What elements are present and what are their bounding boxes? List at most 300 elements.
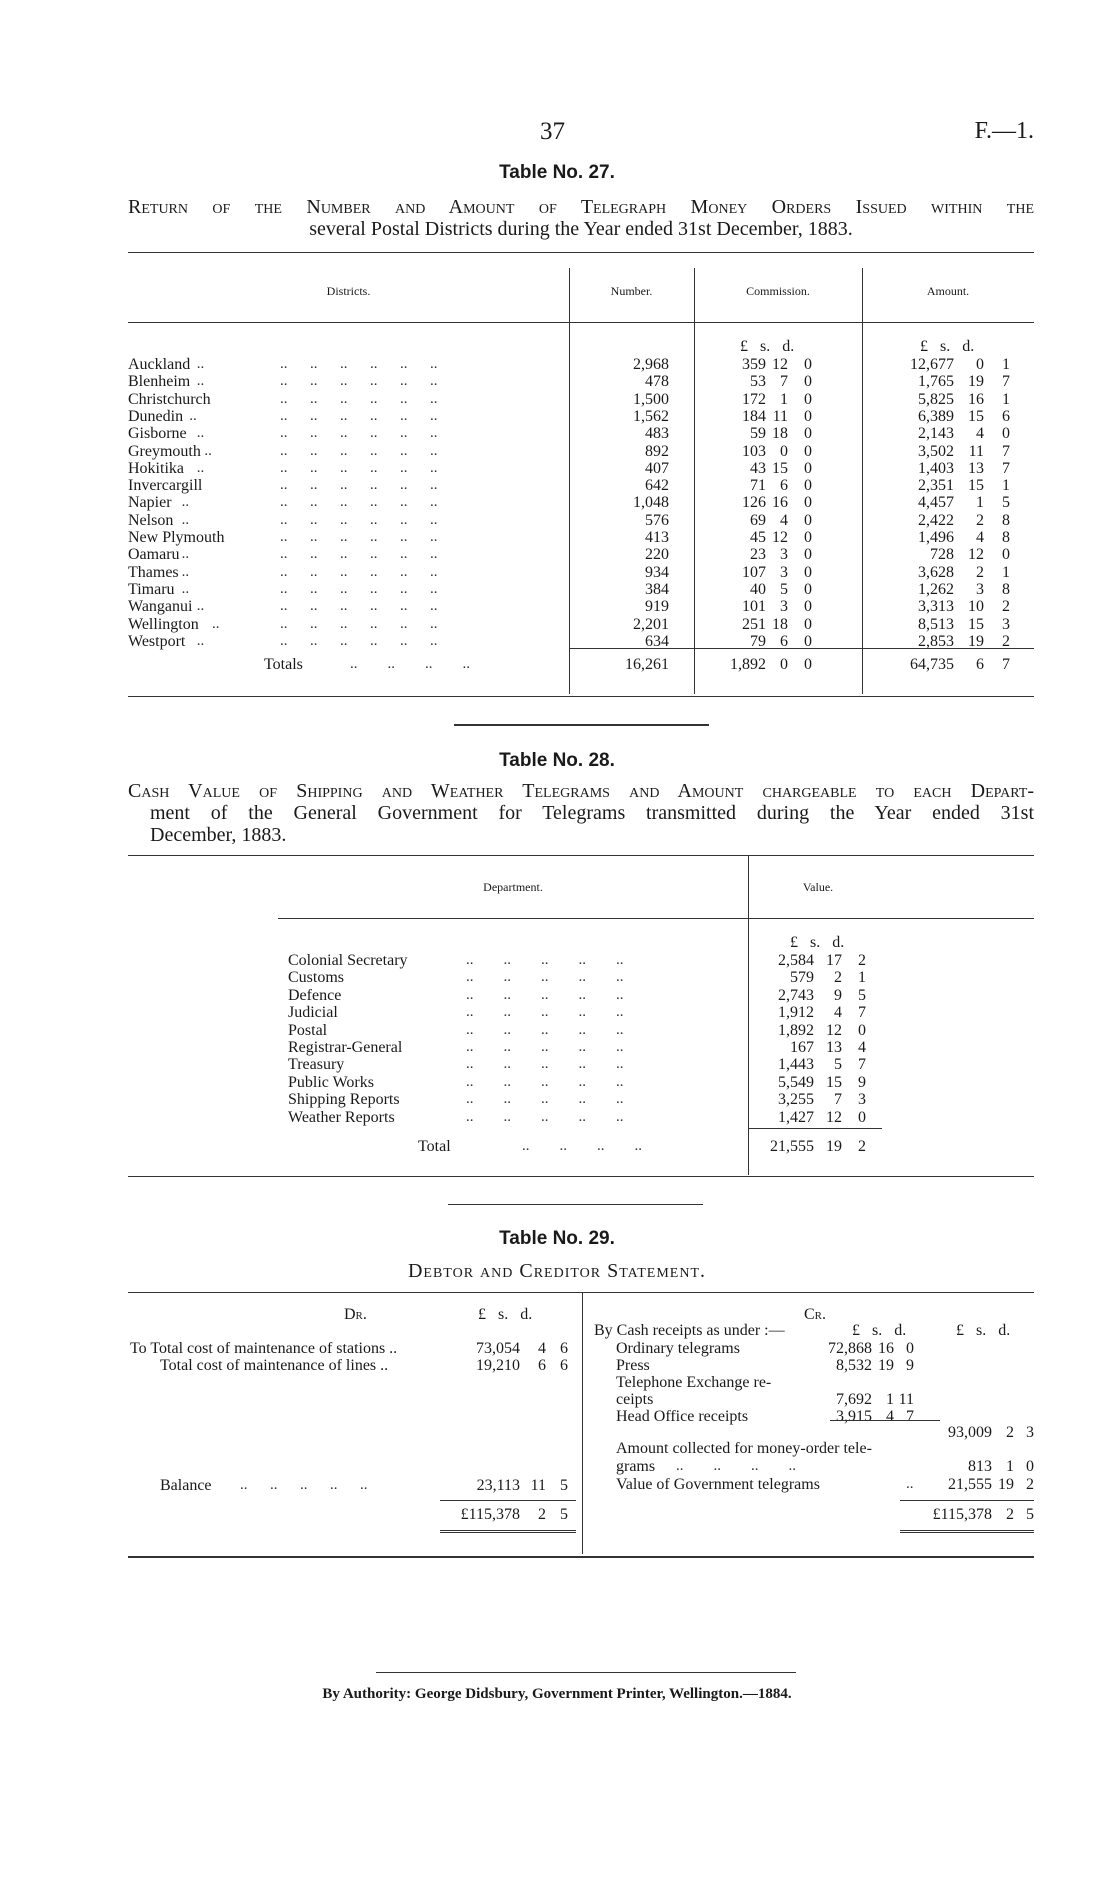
district-amount-pounds: 5,825 — [918, 390, 954, 408]
credit-value-shillings: 1 — [886, 1391, 894, 1408]
district-amount-pence: 2 — [1002, 632, 1010, 650]
subtotal-shillings: 2 — [1006, 1424, 1014, 1441]
row-leader: .. .. .. .. .. — [466, 1056, 624, 1073]
gov-shillings: 19 — [998, 1476, 1014, 1493]
commission-shillings: 0 — [780, 656, 788, 673]
department-value-shillings: 7 — [834, 1091, 842, 1109]
table29-dr-heading: Dr. — [344, 1306, 367, 1323]
row-leader: .. .. .. .. .. .. — [280, 425, 438, 442]
district-amount-pounds: 2,143 — [918, 425, 954, 443]
district-amount-shillings: 4 — [976, 425, 984, 443]
district-commission — [694, 408, 812, 426]
district-amount-shillings: 3 — [976, 580, 984, 598]
table28-total-label: Total — [418, 1138, 451, 1155]
table27-header-districts: Districts. — [326, 284, 371, 298]
department-name: Judicial — [288, 1004, 338, 1022]
district-commission-pounds: 251 — [742, 615, 766, 633]
district-name: New Plymouth — [128, 529, 225, 546]
department-name: Registrar-General — [288, 1039, 403, 1056]
district-commission — [694, 512, 812, 530]
credit-item: Press — [616, 1357, 650, 1374]
department-value-pence: 9 — [858, 1073, 866, 1091]
value-pence: 2 — [858, 1138, 866, 1155]
table27-bottom-rule — [128, 696, 1034, 697]
district-commission — [694, 443, 812, 461]
department-value-pounds: 3,255 — [778, 1091, 814, 1109]
credit-value-pence: 0 — [906, 1340, 914, 1357]
district-commission-pounds: 45 — [750, 529, 766, 546]
row-leader: .. — [181, 580, 190, 597]
district-commission — [694, 460, 812, 478]
row-leader: .. .. .. .. .. — [466, 1108, 624, 1125]
row-leader: .. — [212, 615, 220, 632]
district-commission-pounds: 103 — [742, 442, 766, 460]
district-amount-pence: 7 — [1002, 373, 1010, 391]
district-commission-shillings: 4 — [780, 511, 788, 529]
credit-value-shillings: 19 — [878, 1357, 894, 1374]
district-amount-shillings: 0 — [976, 356, 984, 373]
department-value-shillings: 9 — [834, 986, 842, 1004]
district-amount-pounds: 12,677 — [910, 356, 954, 373]
district-commission-shillings: 7 — [780, 373, 788, 391]
row-leader: .. .. .. .. .. .. — [280, 546, 438, 563]
table29-center-divider — [582, 1292, 583, 1554]
district-number: 634 — [645, 632, 669, 650]
table29-balance-label: Balance — [160, 1477, 212, 1494]
credit-value — [810, 1340, 914, 1358]
district-amount-pounds: 1,262 — [918, 580, 954, 598]
credit-value — [810, 1391, 914, 1409]
department-value — [748, 1039, 866, 1057]
debit-value-pence: 6 — [560, 1357, 568, 1374]
row-leader: .. — [196, 632, 205, 649]
table27-header-number: Number. — [610, 284, 653, 298]
department-value-shillings: 12 — [826, 1108, 842, 1126]
district-commission-pence: 0 — [804, 459, 812, 477]
district-name: Nelson — [128, 511, 174, 529]
table29-dr-units: £ s. d. — [478, 1306, 533, 1323]
district-commission-pounds: 59 — [750, 425, 766, 443]
district-name: Hokitika — [128, 459, 184, 477]
district-commission-pence: 0 — [804, 494, 812, 512]
row-leader: .. — [196, 373, 205, 390]
table27-amount-units: £ s. d. — [920, 338, 975, 355]
department-value — [748, 952, 866, 970]
district-commission-shillings: 11 — [772, 407, 788, 425]
table28-total-rule — [748, 1128, 882, 1129]
district-commission — [694, 391, 812, 409]
district-amount-pounds: 2,853 — [918, 632, 954, 650]
district-commission-pounds: 107 — [742, 563, 766, 581]
department-name: Weather Reports — [288, 1108, 395, 1126]
district-amount-pounds: 3,628 — [918, 563, 954, 581]
table29-cr-intro: By Cash receipts as under :— — [594, 1322, 785, 1339]
district-amount-pence: 1 — [1002, 563, 1010, 581]
printer-imprint: By Authority: George Didsbury, Government Printer, Wellington.—1884. — [322, 1686, 792, 1702]
row-leader: .. .. .. .. .. — [466, 1091, 624, 1108]
district-amount-shillings: 12 — [968, 546, 984, 564]
district-name: Westport — [128, 632, 186, 650]
district-commission — [694, 598, 812, 616]
row-leader: .. .. .. .. .. .. — [280, 615, 438, 632]
credit-value-pounds: 72,868 — [828, 1340, 872, 1357]
credit-item: ceipts — [616, 1391, 654, 1408]
credit-value — [810, 1408, 914, 1426]
table29-cr-subtotal-rule — [830, 1420, 940, 1421]
department-name: Treasury — [288, 1056, 345, 1074]
department-value-pence: 1 — [858, 969, 866, 987]
district-commission-pounds: 101 — [742, 598, 766, 616]
district-amount-shillings: 2 — [976, 511, 984, 529]
table29-cr-units: £ s. d. — [852, 1322, 907, 1339]
debit-value — [440, 1340, 568, 1358]
credit-value-pence: 9 — [906, 1357, 914, 1374]
department-name: Defence — [288, 986, 342, 1004]
district-commission — [694, 546, 812, 564]
table27-totals-leader: .. .. .. .. — [350, 656, 470, 672]
district-commission — [694, 356, 812, 374]
credit-value-pence: 11 — [898, 1391, 914, 1408]
district-amount — [862, 564, 1010, 582]
district-commission-pounds: 172 — [742, 390, 766, 408]
table28-top-rule — [128, 855, 1034, 856]
district-amount-shillings: 16 — [968, 390, 984, 408]
table27-totals-label: Totals — [264, 656, 303, 673]
district-commission-shillings: 12 — [772, 356, 788, 373]
row-leader: .. .. .. .. .. .. — [280, 390, 438, 407]
table27-caption-line2: several Postal Districts during the Year ended 31st December, 1883. — [309, 218, 853, 240]
district-amount-pence: 8 — [1002, 529, 1010, 546]
district-amount-pounds: 728 — [930, 546, 954, 564]
credit-value-pounds: 7,692 — [836, 1391, 872, 1408]
district-commission-shillings: 1 — [780, 390, 788, 408]
table27-title: Table No. 27. — [499, 162, 615, 183]
district-amount — [862, 373, 1010, 391]
table29-balance-leader: .. .. .. .. .. — [240, 1477, 368, 1493]
table28-caption-line3: December, 1883. — [150, 824, 287, 846]
row-leader: .. .. .. .. .. .. — [280, 356, 438, 372]
footer-rule — [376, 1672, 796, 1673]
district-commission-pence: 0 — [804, 598, 812, 616]
table28-total-value — [748, 1138, 866, 1156]
district-name: Dunedin — [128, 407, 184, 425]
subtotal-pence: 3 — [1026, 1424, 1034, 1441]
table27-header-rule — [128, 322, 1034, 323]
table27-totals-commission — [694, 656, 812, 674]
district-commission — [694, 425, 812, 443]
row-leader: .. .. .. .. .. .. — [280, 459, 438, 476]
table28-bottom-rule — [128, 1176, 1034, 1177]
district-amount — [862, 443, 1010, 461]
dr-total-pence: 5 — [560, 1506, 568, 1523]
district-amount-shillings: 2 — [976, 563, 984, 581]
district-commission-pence: 0 — [804, 511, 812, 529]
table29-title: Table No. 29. — [499, 1228, 615, 1249]
table28-caption-line1: Cash Value of Shipping and Weather Telegrams and Amount chargeable to each Depart- — [128, 780, 1034, 802]
district-number: 919 — [645, 598, 669, 616]
table29-mo-leader: .. .. .. .. — [676, 1458, 796, 1474]
district-commission-pence: 0 — [804, 632, 812, 650]
table29-gov-value — [920, 1476, 1034, 1494]
district-number: 220 — [645, 546, 669, 564]
table29-mo-value — [930, 1458, 1034, 1476]
table28-header-department: Department. — [483, 880, 543, 894]
district-number: 892 — [645, 442, 669, 460]
department-value-shillings: 4 — [834, 1004, 842, 1022]
district-amount-pence: 7 — [1002, 459, 1010, 477]
cr-total-pence: 5 — [1026, 1506, 1034, 1523]
department-value — [748, 987, 866, 1005]
district-amount-pounds: 2,422 — [918, 511, 954, 529]
district-amount-pence: 0 — [1002, 425, 1010, 443]
department-name: Colonial Secretary — [288, 952, 408, 969]
table29-mo-label1: Amount collected for money-order tele- — [616, 1440, 872, 1457]
department-name: Postal — [288, 1021, 328, 1039]
department-value-pence: 3 — [858, 1091, 866, 1109]
department-value-shillings: 17 — [826, 952, 842, 969]
district-amount-pounds: 8,513 — [918, 615, 954, 633]
district-commission-shillings: 3 — [780, 546, 788, 564]
table27-totals-rule — [569, 648, 1034, 649]
district-commission — [694, 564, 812, 582]
district-amount — [862, 425, 1010, 443]
district-amount-shillings: 15 — [968, 477, 984, 495]
mo-shillings: 1 — [1006, 1458, 1014, 1475]
table29-balance-value — [440, 1477, 568, 1495]
district-commission-shillings: 0 — [780, 442, 788, 460]
debit-value-pounds: 73,054 — [476, 1340, 520, 1357]
district-commission-pence: 0 — [804, 546, 812, 564]
department-value — [748, 1022, 866, 1040]
district-number: 1,500 — [633, 390, 669, 408]
district-number: 2,201 — [633, 615, 669, 633]
row-leader: .. .. .. .. .. .. — [280, 580, 438, 597]
district-commission-pence: 0 — [804, 615, 812, 633]
district-name: Napier — [128, 494, 172, 512]
district-name: Wanganui — [128, 598, 193, 616]
district-amount-pence: 8 — [1002, 511, 1010, 529]
row-leader: .. .. .. .. .. — [466, 969, 624, 986]
row-leader: .. .. .. .. .. — [466, 986, 624, 1003]
table28-caption-line2: ment of the General Government for Telegrams transmitted during the Year ended 31st — [150, 802, 1034, 824]
district-commission-pence: 0 — [804, 563, 812, 581]
table29-top-rule — [128, 1292, 1034, 1293]
table29-dr-double-rule — [440, 1530, 576, 1533]
row-leader: .. — [181, 563, 190, 580]
row-leader: .. .. .. .. .. — [466, 1073, 624, 1090]
cr-total-shillings: 2 — [1006, 1506, 1014, 1523]
district-number: 483 — [645, 425, 669, 443]
table29-cr-units2: £ s. d. — [956, 1322, 1011, 1339]
debit-item: Total cost of maintenance of lines .. — [160, 1357, 389, 1374]
district-commission-shillings: 16 — [772, 494, 788, 512]
department-value — [748, 1091, 866, 1109]
district-amount-pounds: 2,351 — [918, 477, 954, 495]
table29-cr-total — [888, 1506, 1034, 1524]
district-commission-shillings: 5 — [780, 580, 788, 598]
department-value-pounds: 1,443 — [778, 1056, 814, 1074]
district-amount-pence: 8 — [1002, 580, 1010, 598]
row-leader: .. .. .. .. .. — [466, 952, 624, 968]
district-amount-shillings: 13 — [968, 459, 984, 477]
district-number: 407 — [645, 459, 669, 477]
department-value — [748, 1004, 866, 1022]
district-number: 576 — [645, 511, 669, 529]
row-leader: .. — [204, 442, 212, 459]
department-value-pounds: 579 — [790, 969, 814, 987]
district-amount-pounds: 1,765 — [918, 373, 954, 391]
department-name: Shipping Reports — [288, 1091, 400, 1109]
department-value-pence: 2 — [858, 952, 866, 969]
department-value-pounds: 1,912 — [778, 1004, 814, 1022]
district-commission — [694, 477, 812, 495]
district-number: 413 — [645, 529, 669, 546]
district-name: Timaru — [128, 580, 175, 598]
cr-total-pounds: £115,378 — [932, 1506, 992, 1523]
district-commission-pounds: 23 — [750, 546, 766, 564]
row-leader: .. .. .. .. .. .. — [280, 563, 438, 580]
amount-pence: 7 — [1002, 656, 1010, 673]
district-amount-pence: 1 — [1002, 356, 1010, 373]
department-value-pence: 5 — [858, 986, 866, 1004]
district-name: Christchurch — [128, 390, 211, 408]
mo-pence: 0 — [1026, 1458, 1034, 1475]
credit-item: Ordinary telegrams — [616, 1340, 740, 1357]
district-name: Auckland — [128, 356, 191, 373]
row-leader: .. .. .. .. .. .. — [280, 373, 438, 390]
district-number: 642 — [645, 477, 669, 495]
table28-title: Table No. 28. — [499, 750, 615, 771]
table27-header-amount: Amount. — [926, 284, 970, 298]
dr-total-shillings: 2 — [538, 1506, 546, 1523]
district-amount — [862, 356, 1010, 374]
district-amount-pence: 6 — [1002, 407, 1010, 425]
table27-caption-line1: Return of the Number and Amount of Telegraph Money Orders Issued within the — [128, 196, 1034, 218]
table29-cr-total-rule — [900, 1500, 1034, 1501]
district-commission-pounds: 79 — [750, 632, 766, 650]
district-commission — [694, 494, 812, 512]
value-shillings: 19 — [826, 1138, 842, 1155]
row-leader: .. — [196, 459, 205, 476]
district-name: Invercargill — [128, 477, 203, 495]
district-commission-pounds: 71 — [750, 477, 766, 495]
department-value-shillings: 12 — [826, 1021, 842, 1039]
table27-totals-number: 16,261 — [625, 656, 669, 673]
table28-total-leader: .. .. .. .. — [522, 1138, 642, 1154]
district-amount-pence: 2 — [1002, 598, 1010, 616]
department-value-pounds: 1,892 — [778, 1021, 814, 1039]
district-name: Wellington — [128, 615, 199, 633]
district-commission — [694, 529, 812, 547]
district-commission-shillings: 18 — [772, 425, 788, 443]
district-commission-pence: 0 — [804, 356, 812, 373]
district-amount-pence: 1 — [1002, 477, 1010, 495]
balance-shillings: 11 — [530, 1477, 546, 1494]
table28-header-rule — [278, 918, 1034, 919]
row-leader: .. .. .. .. .. .. — [280, 442, 438, 459]
district-number: 1,048 — [633, 494, 669, 512]
district-amount-pounds: 3,313 — [918, 598, 954, 616]
district-commission-shillings: 3 — [780, 563, 788, 581]
district-commission-pounds: 53 — [750, 373, 766, 391]
table29-dr-total-rule — [440, 1500, 576, 1501]
district-amount-shillings: 1 — [976, 494, 984, 512]
table27-totals-amount — [862, 656, 1010, 674]
district-amount — [862, 460, 1010, 478]
district-commission-pounds: 69 — [750, 511, 766, 529]
department-value — [748, 1074, 866, 1092]
row-leader: .. — [196, 598, 205, 615]
district-name: Greymouth — [128, 442, 201, 460]
department-value — [748, 969, 866, 987]
department-value-pence: 4 — [858, 1039, 866, 1056]
table29-gov-label: Value of Government telegrams — [616, 1476, 820, 1493]
debit-value-pounds: 19,210 — [476, 1357, 520, 1374]
department-value-shillings: 13 — [826, 1039, 842, 1056]
district-amount — [862, 616, 1010, 634]
subtotal-pounds: 93,009 — [948, 1424, 992, 1441]
row-leader: .. .. .. .. .. .. — [280, 511, 438, 528]
district-commission — [694, 616, 812, 634]
department-name: Customs — [288, 969, 345, 987]
district-commission-pence: 0 — [804, 529, 812, 546]
district-commission-pence: 0 — [804, 580, 812, 598]
department-value — [748, 1056, 866, 1074]
district-commission-pence: 0 — [804, 425, 812, 443]
amount-pounds: 64,735 — [910, 656, 954, 673]
table28-value-units: £ s. d. — [790, 934, 845, 951]
gov-pence: 2 — [1026, 1476, 1034, 1493]
district-amount-pounds: 1,496 — [918, 529, 954, 546]
district-amount-shillings: 10 — [968, 598, 984, 616]
row-leader: .. .. .. .. .. — [466, 1021, 624, 1038]
credit-value-pence: 7 — [906, 1408, 914, 1425]
district-amount-shillings: 11 — [968, 442, 984, 460]
commission-pounds: 1,892 — [730, 656, 766, 673]
district-commission-pounds: 184 — [742, 407, 766, 425]
district-commission-shillings: 18 — [772, 615, 788, 633]
district-amount-shillings: 15 — [968, 407, 984, 425]
district-amount-pounds: 3,502 — [918, 442, 954, 460]
debit-item: To Total cost of maintenance of stations .. — [130, 1340, 398, 1357]
table28-header-value: Value. — [802, 880, 834, 894]
row-leader: .. — [181, 546, 190, 563]
table29-cr-heading: Cr. — [804, 1306, 827, 1323]
table29-bottom-rule — [128, 1556, 1034, 1558]
department-value-pounds: 167 — [790, 1039, 814, 1056]
district-amount — [862, 408, 1010, 426]
row-leader: .. .. .. .. .. — [466, 1039, 624, 1055]
department-value-pounds: 5,549 — [778, 1073, 814, 1091]
table29-caption: Debtor and Creditor Statement. — [407, 1260, 707, 1282]
section-divider — [454, 724, 709, 726]
district-commission-pence: 0 — [804, 442, 812, 460]
credit-value-pounds: 8,532 — [836, 1357, 872, 1374]
district-amount — [862, 581, 1010, 599]
credit-item: Head Office receipts — [616, 1408, 749, 1425]
debit-value — [440, 1357, 568, 1375]
district-amount-pounds: 4,457 — [918, 494, 954, 512]
department-value-pounds: 2,743 — [778, 986, 814, 1004]
district-commission-pounds: 126 — [742, 494, 766, 512]
table29-dr-total — [410, 1506, 568, 1524]
credit-value-shillings: 4 — [886, 1408, 894, 1425]
debit-value-pence: 6 — [560, 1340, 568, 1357]
district-commission-pounds: 40 — [750, 580, 766, 598]
district-commission-pence: 0 — [804, 390, 812, 408]
department-value-pence: 0 — [858, 1108, 866, 1126]
credit-value-shillings: 16 — [878, 1340, 894, 1357]
